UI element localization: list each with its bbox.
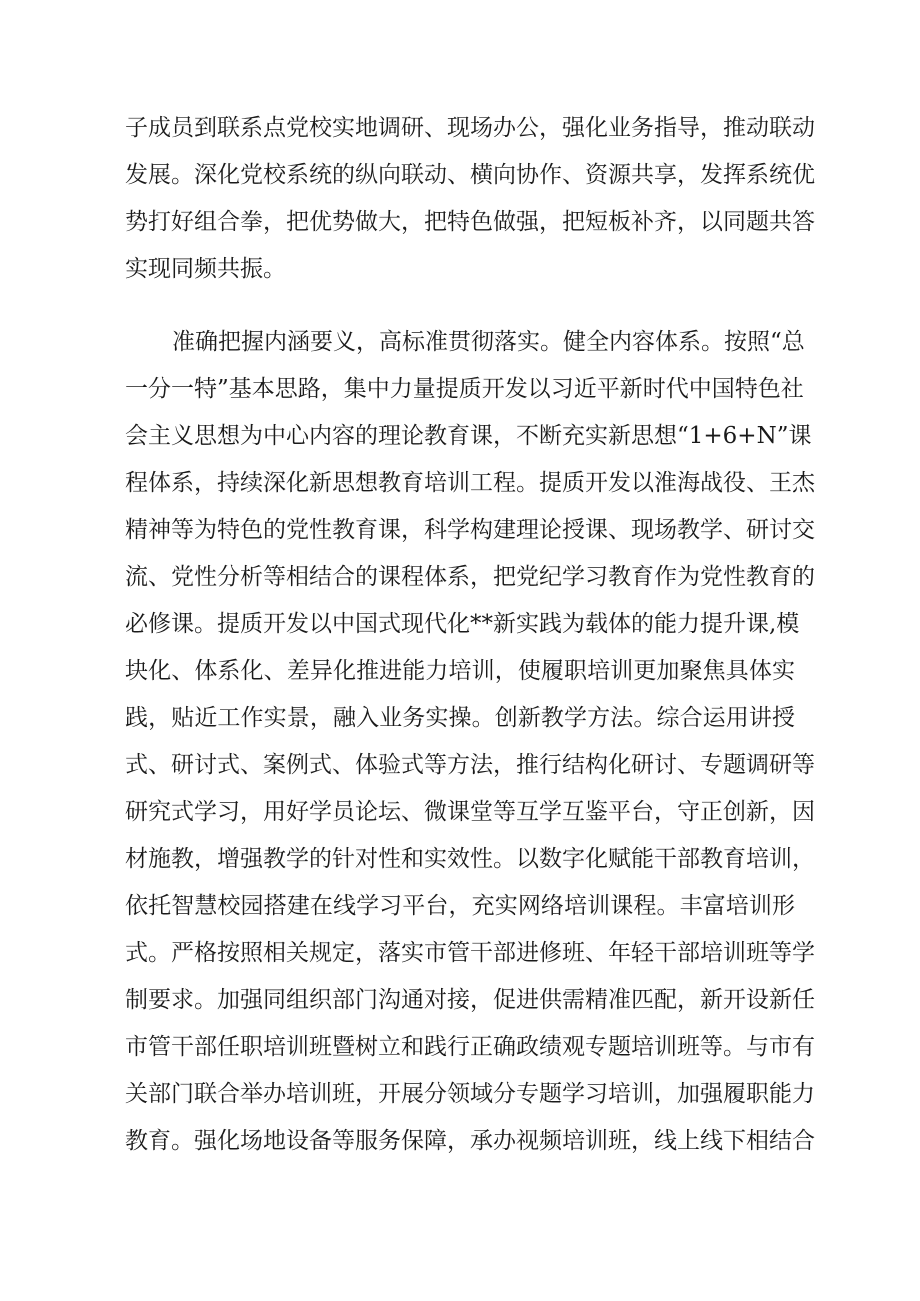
- text-line: 子成员到联系点党校实地调研、现场办公，强化业务指导，推动联动: [125, 115, 815, 141]
- text-line: 一分一特”基本思路，集中力量提质开发以习近平新时代中国特色社: [125, 376, 804, 402]
- text-line: 实现同频共振。: [125, 256, 286, 282]
- text-line: 教育。强化场地设备等服务保障，承办视频培训班，线上线下相结合: [125, 1128, 815, 1154]
- text-line: 势打好组合拳，把优势做大，把特色做强，把短板补齐，以同题共答: [125, 209, 815, 235]
- text-line: 市管干部任职培训班暨树立和践行正确政绩观专题培训班等。与市有: [125, 1034, 815, 1060]
- text-line: 流、党性分析等相结合的课程体系，把党纪学习教育作为党性教育的: [125, 564, 815, 590]
- text-line: 关部门联合举办培训班，开展分领域分专题学习培训，加强履职能力: [125, 1081, 815, 1107]
- text-line: 精神等为特色的党性教育课，科学构建理论授课、现场教学、研讨交: [125, 517, 815, 543]
- text-line: 践，贴近工作实景，融入业务实操。创新教学方法。综合运用讲授: [125, 705, 795, 731]
- text-line: 式、研讨式、案例式、体验式等方法，推行结构化研讨、专题调研等: [125, 752, 815, 778]
- text-line: 制要求。加强同组织部门沟通对接，促进供需精准匹配，新开设新任: [125, 987, 815, 1013]
- text-line: 依托智慧校园搭建在线学习平台，充实网络培训课程。丰富培训形: [125, 893, 795, 919]
- text-line: 式。严格按照相关规定，落实市管干部进修班、年轻干部培训班等学: [125, 940, 815, 966]
- text-line: 必修课。提质开发以中国式现代化**新实践为载体的能力提升课,模: [125, 611, 800, 637]
- text-line: 准确把握内涵要义，高标准贯彻落实。健全内容体系。按照“总: [172, 329, 805, 355]
- text-line: 发展。深化党校系统的纵向联动、横向协作、资源共享，发挥系统优: [125, 162, 815, 188]
- text-line: 会主义思想为中心内容的理论教育课，不断充实新思想“1+6+N”课: [125, 423, 812, 449]
- text-line: 块化、体系化、差异化推进能力培训，使履职培训更加聚焦具体实: [125, 658, 795, 684]
- text-line: 研究式学习，用好学员论坛、微课堂等互学互鉴平台，守正创新，因: [125, 799, 815, 825]
- text-line: 材施教，增强教学的针对性和实效性。以数字化赋能干部教育培训，: [125, 846, 815, 872]
- text-line: 程体系，持续深化新思想教育培训工程。提质开发以淮海战役、王杰: [125, 470, 815, 496]
